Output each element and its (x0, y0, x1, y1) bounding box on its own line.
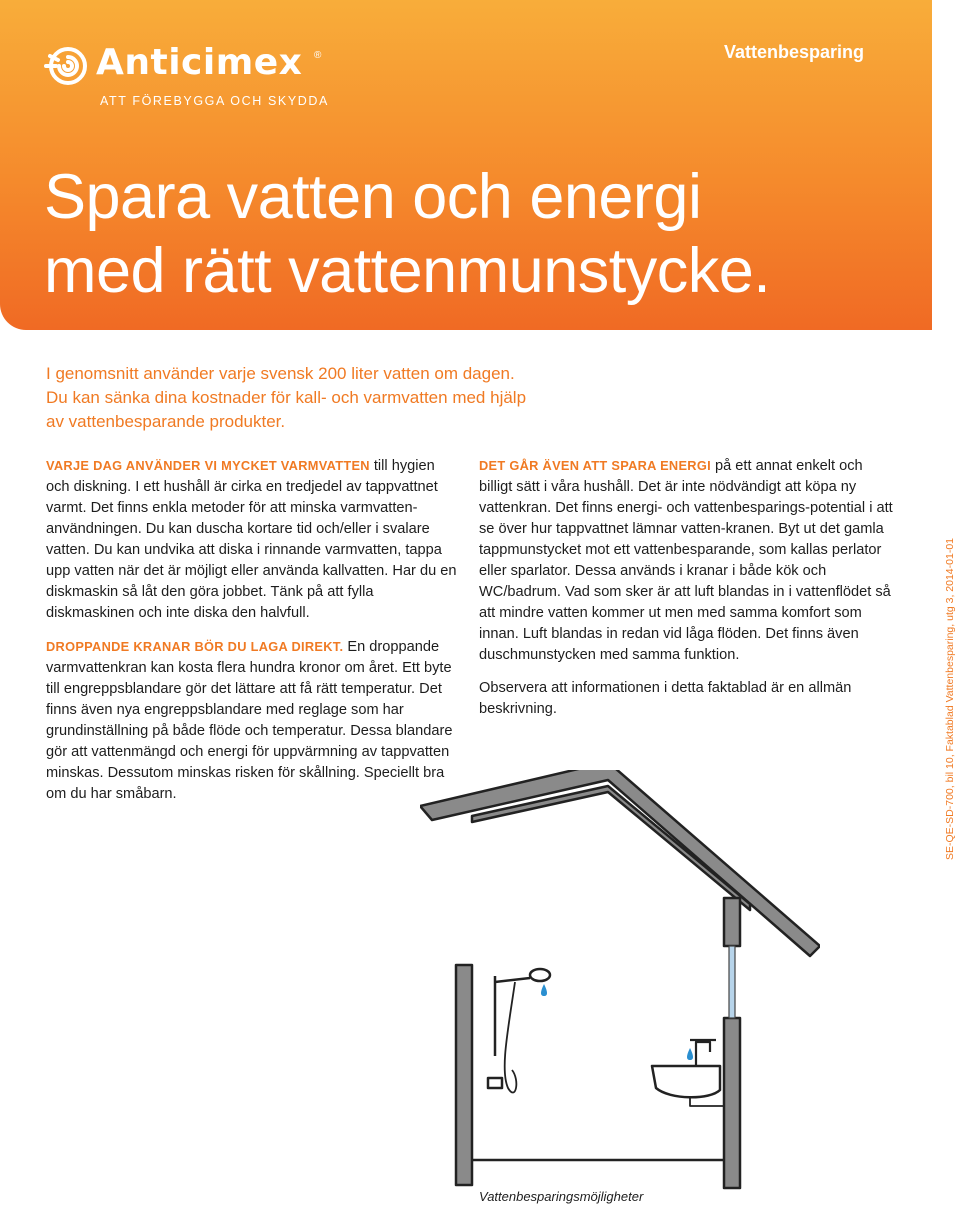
title-line-1: Spara vatten och energi (44, 162, 702, 232)
title-line-2: med rätt vattenmunstycke. (44, 236, 771, 306)
right-wall-lower (724, 1018, 740, 1188)
brand-tagline: ATT FÖREBYGGA OCH SKYDDA (100, 94, 329, 108)
shower-arm (495, 978, 530, 982)
water-drop-icon (541, 984, 547, 996)
water-drop-icon (687, 1048, 693, 1060)
intro-line-2: Du kan sänka dina kostnader för kall- och varmvatten med hjälp (46, 388, 527, 407)
paragraph-lead: VARJE DAG ANVÄNDER VI MYCKET VARMVATTEN (46, 458, 370, 473)
page-title (44, 160, 770, 308)
paragraph-body: till hygien och diskning. I ett hushåll är cirka en tredjedel av tappvattnet varmt. Det finns enkla metoder för att minska varmvatten-användningen. Du kan duscha kortare tid och/eller i svalare vatten. Du kan undvika att diska i rinnande varmvatten, tappa upp vatten när det är möjligt eller använda kallvatten. Har du en diskmaskin så låt den göra jobbet. Tänk på att fylla diskmaskinen och inte diska den halvfull. (46, 458, 457, 621)
left-wall (456, 965, 472, 1185)
illustration-caption: Vattenbesparingsmöjligheter (479, 1189, 644, 1204)
registered-mark: ® (314, 50, 322, 61)
anticimex-emblem-icon (44, 44, 94, 88)
shower-head-icon (530, 969, 550, 981)
right-wall-upper (724, 898, 740, 946)
shower-hose (505, 982, 517, 1093)
brand-name: Anticimex (96, 42, 303, 83)
sink-basin-icon (652, 1066, 720, 1097)
faucet-icon (690, 1040, 716, 1066)
right-column (479, 455, 893, 732)
house-illustration (420, 770, 820, 1190)
paragraph-lead: DET GÅR ÄVEN ATT SPARA ENERGI (479, 458, 711, 473)
paragraph-body: En droppande varmvattenkran kan kosta flera hundra kronor om året. Ett byte till engreppsblandare gör det lättare att få rätt temperatur. Det finns även nya engreppsblandare med reglage som har grundinställning på både flöde och temperatur. Dessa blandare gör att vattenmängd och energi för uppvärmning av tappvatten minskas. Dessutom minskas risken för skållning. Speciellt bra om du har småbarn. (46, 639, 453, 802)
header-banner (0, 0, 932, 330)
intro-line-3: av vattenbesparande produkter. (46, 412, 286, 431)
anticimex-logo (44, 44, 344, 114)
paragraph-dripping-taps (46, 636, 460, 805)
intro-line-1: I genomsnitt använder varje svensk 200 liter vatten om dagen. (46, 364, 515, 383)
document-reference: SE-QE-SD-700, bil 10, Faktablad Vattenbesparing, utg 3, 2014-01-01 (944, 538, 956, 860)
paragraph-hot-water (46, 455, 460, 624)
water-pipe (729, 946, 735, 1018)
topic-label: Vattenbesparing (723, 42, 864, 62)
intro-text (46, 362, 666, 434)
paragraph-body: på ett annat enkelt och billigt sätt i våra hushåll. Det är inte nödvändigt att köpa ny vattenkran. Det finns energi- och vattenbesparings-potential i att se över hur tappvattnet lämnar vatten-kranen. Byt ut det gamla tappmunstycket mot ett vattenbesparande, som kallas perlator eller sparlator. Dessa används i kranar i både kök och WC/badrum. Vad som sker är att luft blandas in i vattenflödet så att mindre vatten kommer ut men med samma komfort som innan. Luft blandas in redan vid låga flöden. Det finns även duschmunstycken med samma funktion. (479, 458, 893, 663)
shower-mixer (488, 1078, 502, 1088)
paragraph-save-energy (479, 455, 893, 666)
left-column (46, 455, 460, 817)
paragraph-disclaimer: Observera att informationen i detta faktablad är en allmän beskrivning. (479, 680, 852, 717)
paragraph-lead: DROPPANDE KRANAR BÖR DU LAGA DIREKT. (46, 639, 344, 654)
